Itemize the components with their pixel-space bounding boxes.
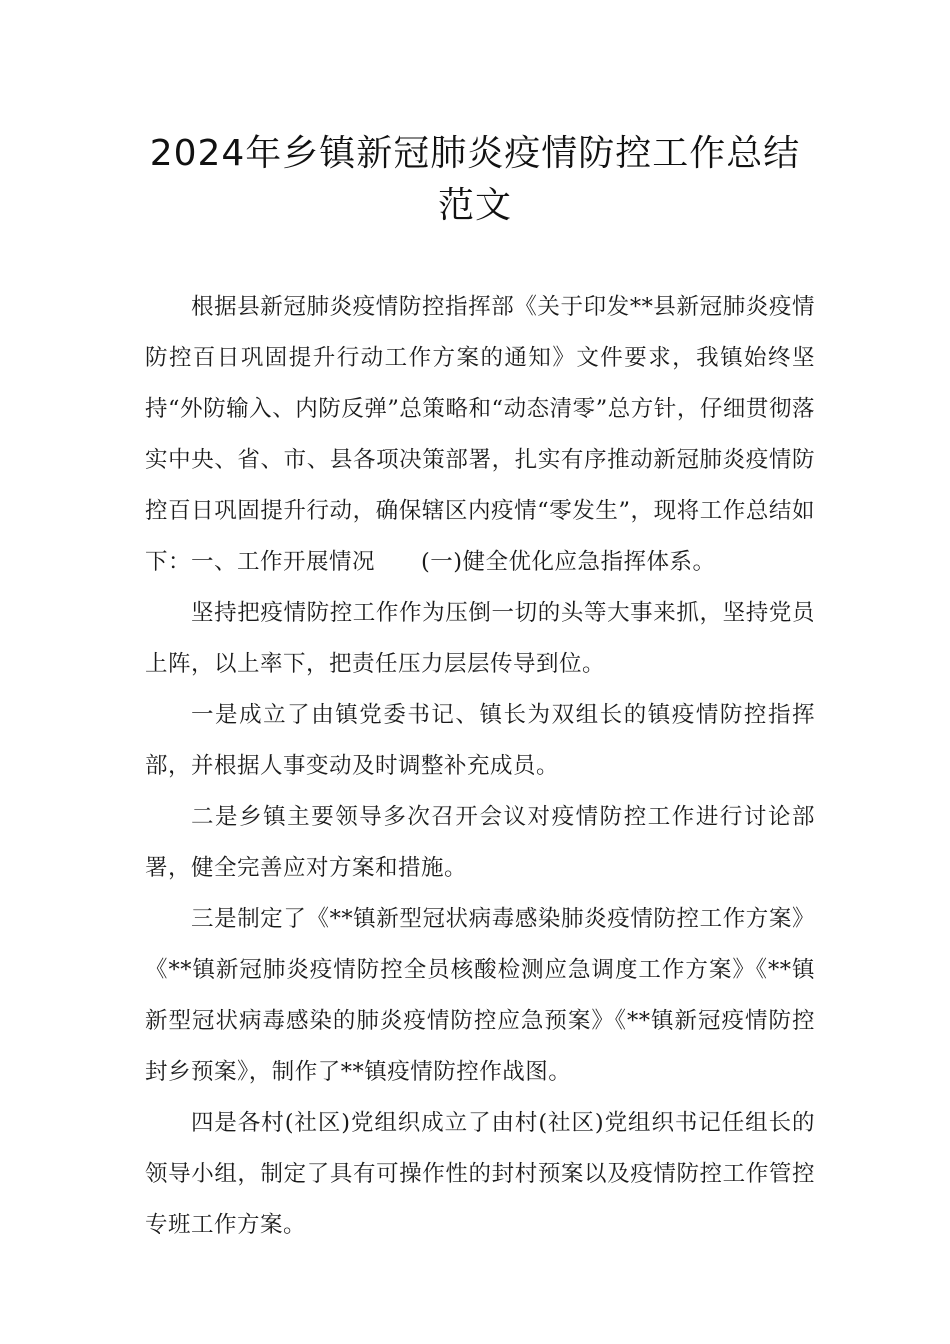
document-body [145,282,815,1251]
paragraph-intro: 根据县新冠肺炎疫情防控指挥部《关于印发**县新冠肺炎疫情防控百日巩固提升行动工作方案的通知》文件要求，我镇始终坚持“外防输入、内防反弹”总策略和“动态清零”总方针，仔细贯彻落实中央、省、市、县各项决策部署，扎实有序推动新冠肺炎疫情防控百日巩固提升行动，确保辖区内疫情“零发生”，现将工作总结如下：一、工作开展情况 (一)健全优化应急指挥体系。 [145,294,815,575]
paragraph-item-two: 二是乡镇主要领导多次召开会议对疫情防控工作进行讨论部署，健全完善应对方案和措施。 [145,804,815,881]
title-line-1: 2024年乡镇新冠肺炎疫情防控工作总结 [149,133,801,174]
document-title [110,128,840,232]
paragraph-commitment: 坚持把疫情防控工作作为压倒一切的头等大事来抓，坚持党员上阵，以上率下，把责任压力层层传导到位。 [145,600,815,677]
paragraph-item-four: 四是各村(社区)党组织成立了由村(社区)党组织书记任组长的领导小组，制定了具有可操作性的封村预案以及疫情防控工作管控专班工作方案。 [145,1110,815,1238]
paragraph-item-one: 一是成立了由镇党委书记、镇长为双组长的镇疫情防控指挥部，并根据人事变动及时调整补充成员。 [145,702,815,779]
title-line-2: 范文 [437,185,512,226]
paragraph-item-three: 三是制定了《**镇新型冠状病毒感染肺炎疫情防控工作方案》《**镇新冠肺炎疫情防控全员核酸检测应急调度工作方案》《**镇新型冠状病毒感染的肺炎疫情防控应急预案》《**镇新冠疫情防控封乡预案》，制作了**镇疫情防控作战图。 [145,906,815,1085]
